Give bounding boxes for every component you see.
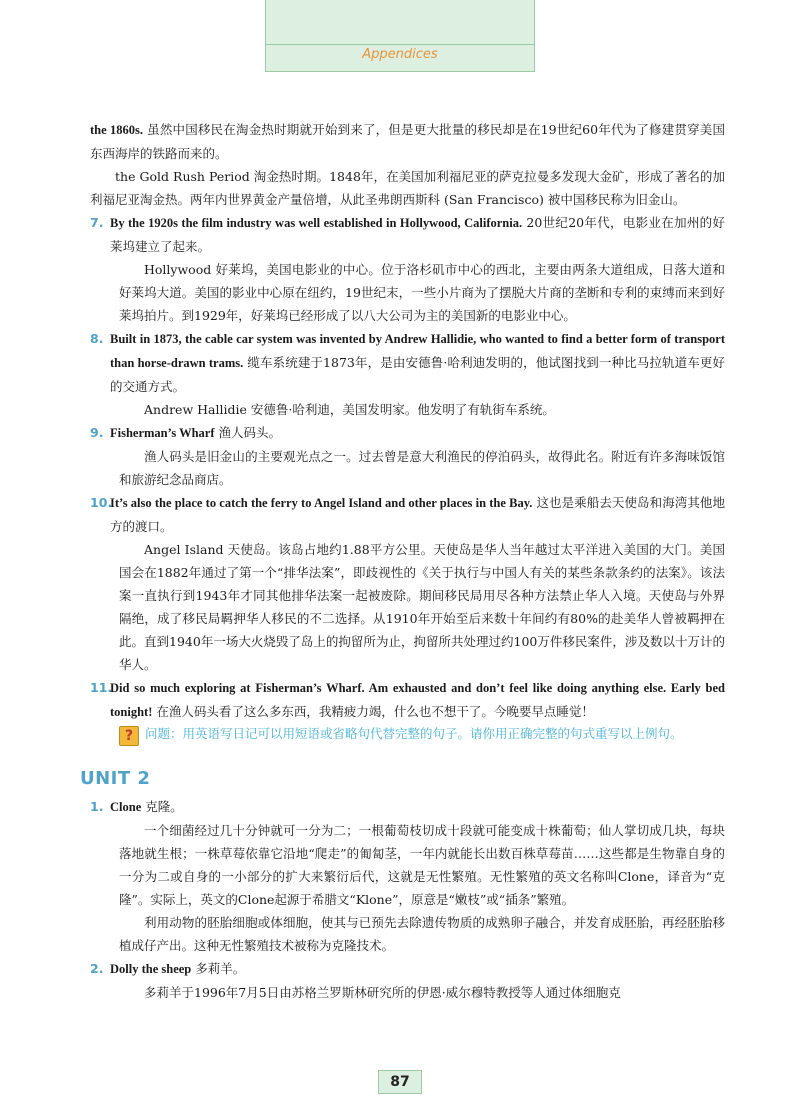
- item-sentence: Did so much exploring at Fisherman’s Wharf. Am exhausted and don’t feel like doing anything else. Early bed tonight!: [110, 681, 725, 719]
- item-sentence: Fisherman’s Wharf: [110, 426, 215, 440]
- item-translation: 20世纪20年代，电影业在加州的好莱坞建立了起来。: [110, 215, 725, 254]
- note-item-7: [90, 211, 725, 258]
- item-number: 10.: [90, 495, 113, 510]
- page-content: [80, 118, 726, 1004]
- note-item-9: [90, 421, 725, 445]
- item-number: 7.: [90, 215, 104, 230]
- clone-note-2: 利用动物的胚胎细胞或体细胞，使其与已预先去除遗传物质的成熟卵子融合，并发育成胚胎，再经胚胎移植成仔产出。这种无性繁殖技术被称为克隆技术。: [119, 915, 725, 953]
- unit2-item-2: [90, 957, 725, 981]
- continued-paragraph: [90, 118, 725, 165]
- item-number: 11.: [90, 680, 113, 695]
- question-box: [119, 724, 725, 746]
- continued-text: 虽然中国移民在淘金热时期就开始到来了，但是更大批量的移民却是在19世纪60年代为了修建贯穿美国东西海岸的铁路而来的。: [90, 122, 725, 161]
- item-sentence: Built in 1873, the cable car system was invented by Andrew Hallidie, who wanted to find a better form of transport than horse-drawn trams.: [110, 332, 725, 370]
- item-10-note: Angel Island 天使岛。该岛占地约1.88平方公里。天使岛是华人当年越过太平洋进入美国的大门。美国国会在1882年通过了第一个“排华法案”，即歧视性的《关于执行与中国人有关的某些条款条约的法案》。该法案一直执行到1943年才同其他排华法案一起被废除。期间移民局用尽各种方法禁止华人入境。天使岛与外界隔绝，成了移民局羁押华人移民的不二选择。从1910年开始至后来数十年间约有80%的赴美华人曾被羁押在此。直到1940年一场大火烧毁了岛上的拘留所为止，拘留所共处理过约100万件移民案件，涉及数以十万计的华人。: [119, 542, 725, 672]
- item-number: 2.: [90, 961, 104, 976]
- note-item-11: [90, 676, 725, 724]
- item-translation: 缆车系统建于1873年，是由安德鲁·哈利迪发明的，他试图找到一种比马拉轨道车更好的交通方式。: [110, 355, 726, 394]
- header-label: Appendices: [362, 47, 438, 62]
- clone-note-1: 一个细菌经过几十分钟就可一分为二；一根葡萄枝切成十段就可能变成十株葡萄；仙人掌切成几块，每块落地就生根；一株草莓依靠它沿地“爬走”的匍匐茎，一年内就能长出数百株草莓苗……这些都是生物靠自身的一分为二或自身的一小部分的扩大来繁衍后代，这就是无性繁殖。无性繁殖的英文名称叫Clone，译音为“克隆”。实际上，英文的Clone起源于希腊文“Klone”，原意是“嫩枝”或“插条”繁殖。: [119, 823, 725, 907]
- item-number: 8.: [90, 331, 104, 346]
- item-translation: 多莉羊。: [191, 961, 246, 976]
- item-translation: 在渔人码头看了这么多东西，我精疲力竭，什么也不想干了。今晚要早点睡觉！: [152, 704, 594, 719]
- continued-bold: the 1860s.: [90, 123, 143, 137]
- item-translation: 渔人码头。: [214, 425, 281, 440]
- item-term: Clone: [110, 800, 142, 814]
- item-translation: 克隆。: [141, 799, 183, 814]
- gold-rush-note: the Gold Rush Period 淘金热时期。1848年，在美国加利福尼亚的萨克拉曼多发现大金矿，形成了著名的加利福尼亚淘金热。两年内世界黄金产量倍增，从此圣弗朗西斯科 (San Francisco) 被中国移民称为旧金山。: [90, 169, 725, 207]
- unit2-item-1: [90, 795, 725, 819]
- note-item-8: [90, 327, 725, 398]
- header-divider: [266, 44, 534, 45]
- question-mark-icon: ?: [119, 726, 139, 746]
- item-7-note: Hollywood 好莱坞，美国电影业的中心。位于洛杉矶市中心的西北，主要由两条大道组成，日落大道和好莱坞大道。美国的影业中心原在纽约，19世纪末，一些小片商为了摆脱大片商的垄断和专利的束缚而来到好莱坞拍片。到1929年，好莱坞已经形成了以八大公司为主的美国新的电影业中心。: [119, 262, 725, 323]
- note-item-10: [90, 491, 725, 538]
- item-9-note: 渔人码头是旧金山的主要观光点之一。过去曾是意大利渔民的停泊码头，故得此名。附近有许多海味饭馆和旅游纪念品商店。: [119, 449, 725, 487]
- question-text: 问题：用英语写日记可以用短语或省略句代替完整的句子。请你用正确完整的句式重写以上例句。: [145, 726, 683, 741]
- dolly-note: 多莉羊于1996年7月5日由苏格兰罗斯林研究所的伊恩·威尔穆特教授等人通过体细胞克: [144, 985, 621, 1000]
- item-term: Dolly the sheep: [110, 962, 192, 976]
- header-tab: [265, 0, 535, 72]
- item-sentence: By the 1920s the film industry was well established in Hollywood, California.: [110, 216, 523, 230]
- item-number: 1.: [90, 799, 104, 814]
- page-number: 87: [378, 1070, 422, 1094]
- item-number: 9.: [90, 425, 104, 440]
- item-translation: 这也是乘船去天使岛和海湾其他地方的渡口。: [110, 495, 725, 534]
- item-sentence: It’s also the place to catch the ferry to Angel Island and other places in the Bay.: [110, 496, 533, 510]
- unit-title: UNIT 2: [80, 768, 151, 789]
- item-8-note: Andrew Hallidie 安德鲁·哈利迪，美国发明家。他发明了有轨街车系统。: [144, 402, 555, 417]
